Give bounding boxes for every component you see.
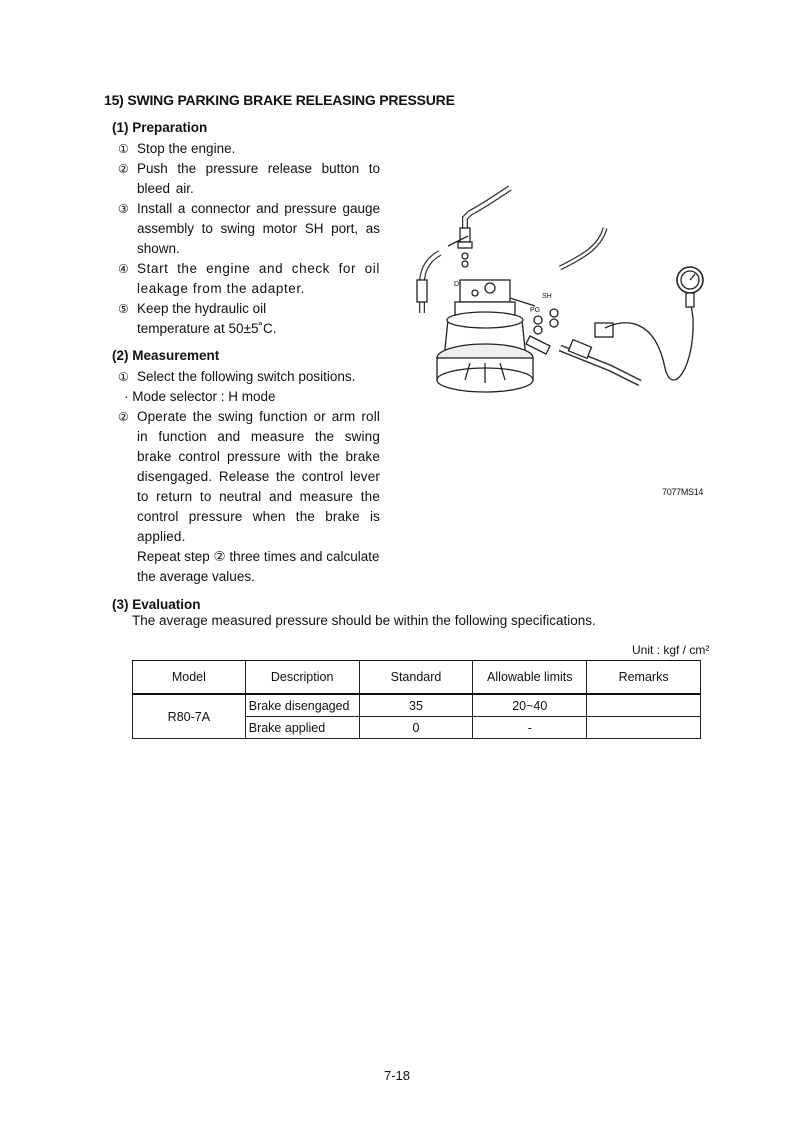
section-title: 15) SWING PARKING BRAKE RELEASING PRESSURE: [104, 92, 455, 108]
evaluation-title: (3) Evaluation: [112, 597, 201, 612]
step-text: Keep the hydraulic oil temperature at 50±5˚C.: [137, 301, 277, 336]
prep-step-5: [118, 299, 380, 339]
remarks-cell: [587, 717, 701, 739]
step-text: Operate the swing function or arm roll in function and measure the swing brake control pressure with the brake disengaged. Release the control lever to return to neutral and measure the control pressure when the brake is applied.: [137, 409, 380, 544]
limits-cell: 20~40: [473, 694, 587, 717]
step-text: Select the following switch positions.: [137, 369, 356, 384]
meas-step-2: [118, 407, 380, 547]
header-standard: Standard: [359, 661, 473, 695]
meas-step-1: [118, 367, 380, 387]
step-number: ②: [118, 410, 129, 424]
step-text: Install a connector and pressure gauge assembly to swing motor SH port, as shown.: [137, 201, 380, 256]
step-number: ①: [118, 142, 129, 156]
prep-step-2: [118, 159, 380, 199]
step-text: Push the pressure release button to bleed air.: [137, 161, 380, 196]
table-row: [133, 694, 701, 717]
prep-step-4: [118, 259, 380, 299]
measurement-steps: [118, 367, 380, 587]
header-model: Model: [133, 661, 246, 695]
header-description: Description: [245, 661, 359, 695]
port-label-dr: Dr: [454, 281, 462, 288]
step-number: ⑤: [118, 302, 129, 316]
mode-selector-bullet: · Mode selector : H mode: [124, 389, 276, 404]
measurement-title: (2) Measurement: [112, 348, 220, 363]
header-remarks: Remarks: [587, 661, 701, 695]
step-text: Stop the engine.: [137, 141, 236, 156]
swing-motor-gauge-diagram: [410, 168, 710, 408]
unit-label: Unit : kgf / cm²: [632, 643, 710, 657]
figure-code: 7077MS14: [662, 487, 704, 497]
prep-step-3: [118, 199, 380, 259]
header-allowable-limits: Allowable limits: [473, 661, 587, 695]
table-header-row: [133, 661, 701, 695]
standard-cell: 0: [359, 717, 473, 739]
prep-step-1: [118, 139, 380, 159]
preparation-steps: [118, 139, 380, 339]
model-cell: R80-7A: [133, 694, 246, 739]
step-number: ②: [118, 162, 129, 176]
limits-cell: -: [473, 717, 587, 739]
step-number: ④: [118, 262, 129, 276]
spec-table: [132, 660, 701, 739]
step-number: ③: [118, 202, 129, 216]
remarks-cell: [587, 694, 701, 717]
preparation-title: (1) Preparation: [112, 120, 208, 135]
repeat-note: Repeat step ② three times and calculate the average values.: [137, 549, 380, 584]
port-label-pg: PG: [530, 307, 541, 314]
page-number: 7-18: [383, 1068, 411, 1083]
description-cell: Brake disengaged: [245, 694, 359, 717]
evaluation-text: The average measured pressure should be within the following specifications.: [132, 613, 596, 628]
step-number: ①: [118, 370, 129, 384]
standard-cell: 35: [359, 694, 473, 717]
description-cell: Brake applied: [245, 717, 359, 739]
step-text: Start the engine and check for oil leakage from the adapter.: [137, 261, 380, 296]
port-label-sh: SH: [542, 293, 552, 300]
